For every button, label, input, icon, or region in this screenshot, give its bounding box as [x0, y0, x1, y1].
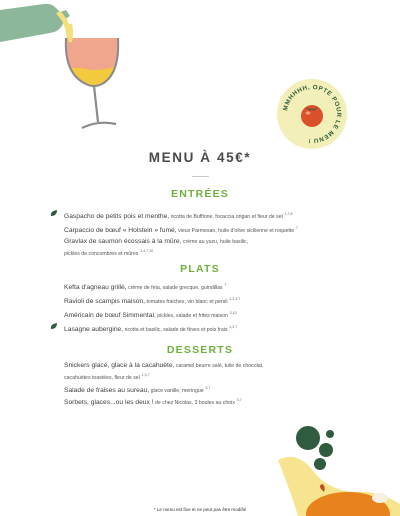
dish-name: Gaspacho de petits pois et menthe,: [64, 213, 170, 221]
leaf-icon: [50, 322, 58, 330]
section-heading-plats: PLATS: [180, 263, 220, 275]
section-heading-desserts: DESSERTS: [166, 344, 234, 356]
dish-name: Sorbets, glaces...ou les deux !: [64, 399, 154, 407]
menu-title: MENU À 45€*: [148, 150, 252, 165]
roast-chicken-icon: [268, 420, 400, 516]
dish-description: vieux Parmesan, huile d'olive sicilienne et roquette: [176, 228, 295, 235]
allergen-note: 1,7,8: [284, 212, 293, 216]
badge-text: MMHHHH, OPTE POUR LE MENU !: [282, 83, 343, 145]
dish-description-line2: cacahuètes toastées, fleur de sel: [64, 374, 140, 381]
allergen-note: 3,7: [205, 386, 211, 390]
dish-name: Snickers glacé, glace à la cacahuète,: [64, 362, 175, 369]
leaf-icon: [50, 209, 58, 217]
dish-description: caramel beurre salé, tuile de chocolat,: [174, 363, 264, 369]
dish-name: Carpaccio de bœuf « Holstein » fumé,: [64, 227, 177, 235]
menu-item: [64, 281, 354, 293]
dish-name: Gravlax de saumon écossais à la mûre,: [64, 238, 182, 245]
menu-item: [64, 396, 354, 408]
menu-item: [64, 210, 354, 222]
allergen-note: 1,2,3,7: [229, 297, 241, 301]
dish-name: Salade de fraises au sureau,: [64, 387, 150, 395]
wine-glass-icon: [58, 22, 130, 134]
allergen-note: 1,4,7,10: [140, 248, 154, 253]
allergen-note: 1,3,7: [229, 325, 238, 329]
menu-item: [64, 238, 354, 258]
dish-description: de chez Nicolas, 3 boules au choix: [153, 400, 235, 407]
allergen-note: 1,3,7: [141, 372, 150, 377]
tomato-badge: [276, 78, 348, 150]
dish-description-line2: pickles de concombres et mûres: [64, 250, 139, 257]
dish-description: crème de feta, salade grecque, guindillas: [126, 285, 223, 292]
section-heading-entrees: ENTRÉES: [171, 188, 229, 200]
menu-item: [64, 224, 354, 236]
menu-item: [64, 384, 354, 396]
tomato-icon: [301, 105, 323, 127]
dish-description: ricotta de Buffione, focaccia origan et fleur de sel: [169, 214, 283, 221]
title-divider: [192, 176, 209, 177]
allergen-note: 3,7: [236, 398, 242, 402]
dish-description: glace vanille, meringue: [149, 388, 204, 395]
dish-description: crème au yuzu, huile basilic,: [181, 239, 249, 245]
dish-name: Lasagne aubergine,: [64, 326, 124, 334]
menu-item: [64, 323, 354, 335]
dish-description: pickles, salade et frites maison: [155, 313, 228, 320]
allergen-note: 7: [295, 226, 298, 230]
menu-item: [64, 362, 354, 382]
dish-name: Kefta d'agneau grillé,: [64, 284, 127, 292]
menu-footnote: * Le menu est fixe et ne peut pas être modifié: [153, 507, 247, 512]
dish-name: Ravioli de scampis maison,: [64, 298, 146, 306]
allergen-note: 3,10: [229, 311, 237, 315]
dish-description: tomates fraiches, vin blanc et persil: [145, 299, 228, 306]
menu-item: [64, 295, 354, 307]
menu-item: [64, 309, 354, 321]
dish-name: Américain de bœuf Simmental,: [64, 312, 156, 320]
allergen-note: 7: [224, 283, 227, 287]
dish-description: ricotta et basilic, salade de fèves et pois frais: [123, 327, 228, 334]
